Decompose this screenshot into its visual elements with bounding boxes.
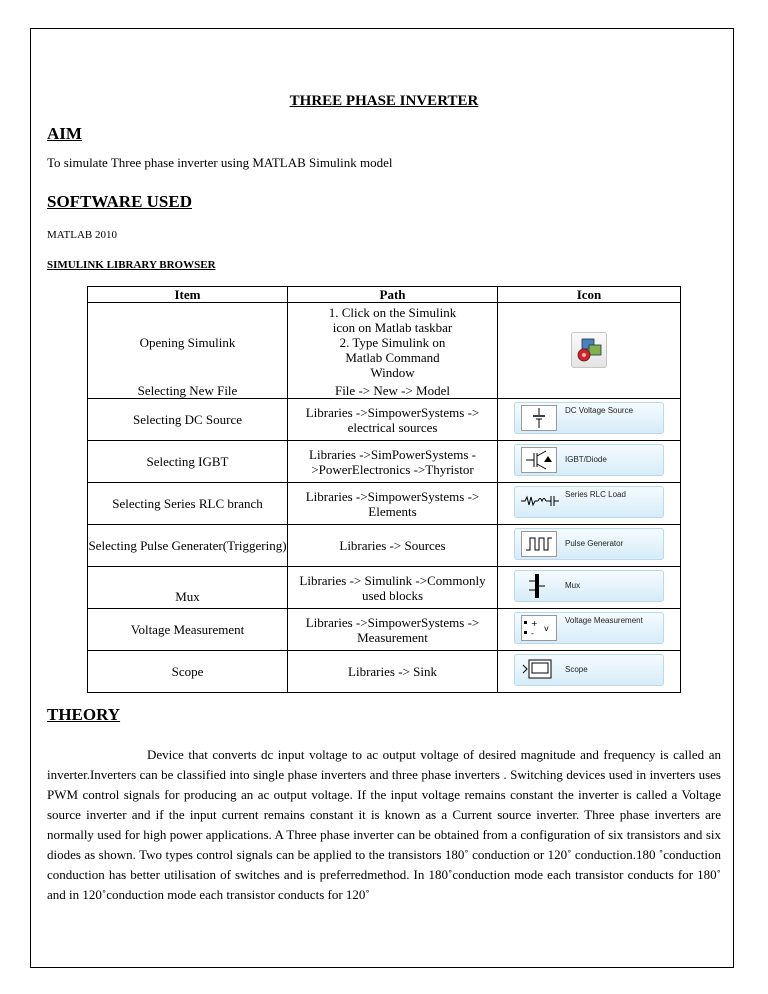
column-header-icon: Icon — [498, 287, 681, 303]
item-cell: Selecting DC Source — [88, 399, 288, 441]
svg-text:+: + — [531, 619, 538, 628]
rlc-label: Series RLC Load — [565, 490, 626, 499]
item-cell: Scope — [88, 651, 288, 693]
icon-cell — [498, 399, 681, 441]
theory-paragraph: Device that converts dc input voltage to ac output voltage of desired magnitude and frequency is called an inverter.Inverters can be classified into single phase inverters and three phase inverters . Switching devices used in inverters uses PWM control signals for producing an ac output voltage. If the input voltage remains constant the inverter is called a Voltage source inverter and if the input current remains constant it is known as a Current source inverter. Three phase inverters are normally used for high power applications. A Three phase inverter can be obtained from a configuration of six transistors and six diodes as shown. Two types control signals can be applied to the transistors 180˚ conduction or 120˚ conduction.180 ˚conduction conduction has better utilisation of switches and is preferredmethod. In 180˚conduction mode each transistor conducts for 180˚ and in 120˚conduction mode each transistor conducts for 120˚ — [47, 747, 721, 902]
table-row — [88, 651, 681, 693]
theory-text — [47, 745, 721, 905]
svg-text:v: v — [544, 624, 549, 633]
column-header-path: Path — [288, 287, 498, 303]
document-title: THREE PHASE INVERTER — [289, 93, 479, 109]
icon-cell — [498, 525, 681, 567]
svg-text:-: - — [531, 629, 534, 638]
path-step: Matlab Command — [345, 350, 440, 366]
path-step: 2. Type Simulink on — [339, 335, 446, 351]
series-rlc-block — [514, 486, 664, 518]
table-row — [88, 441, 681, 483]
mux-block — [514, 570, 664, 602]
scope-label: Scope — [565, 665, 588, 674]
table-row — [88, 483, 681, 525]
aim-text: To simulate Three phase inverter using MATLAB Simulink model — [47, 155, 393, 170]
scope-block — [514, 654, 664, 686]
table-row — [88, 567, 681, 609]
icon-cell — [498, 567, 681, 609]
dc-source-icon — [521, 405, 557, 431]
table-row — [88, 399, 681, 441]
path-cell: Libraries -> Sink — [288, 651, 498, 693]
column-header-item: Item — [88, 287, 288, 303]
icon-cell — [498, 483, 681, 525]
dc-source-label: DC Voltage Source — [565, 406, 634, 415]
path-cell: Libraries -> Simulink ->Commonly used blocks — [288, 567, 498, 609]
aim-heading: AIM — [47, 124, 82, 143]
icon-cell — [498, 303, 681, 399]
item-cell: Mux — [88, 567, 288, 609]
pulse-label: Pulse Generator — [565, 539, 624, 548]
item-cell: Voltage Measurement — [88, 609, 288, 651]
rlc-icon — [521, 489, 557, 515]
item-cell: Selecting Series RLC branch — [88, 483, 288, 525]
mux-icon — [521, 573, 557, 599]
software-text: MATLAB 2010 — [47, 229, 117, 241]
path-cell: File -> New -> Model — [288, 383, 498, 399]
path-step: Window — [370, 365, 415, 381]
igbt-icon — [521, 447, 557, 473]
path-cell: Libraries ->SimPowerSystems - >PowerElectronics ->Thyristor — [288, 441, 498, 483]
dc-voltage-source-block — [514, 402, 664, 434]
path-cell — [288, 303, 498, 383]
table-row — [88, 525, 681, 567]
voltmeter-icon — [521, 615, 557, 641]
library-browser-heading: SIMULINK LIBRARY BROWSER — [47, 259, 216, 271]
path-cell: Libraries ->SimpowerSystems -> electrical sources — [288, 399, 498, 441]
icon-cell — [498, 609, 681, 651]
library-table — [87, 286, 681, 693]
theory-heading: THEORY — [47, 705, 121, 724]
path-cell: Libraries -> Sources — [288, 525, 498, 567]
item-cell: Selecting IGBT — [88, 441, 288, 483]
path-step: icon on Matlab taskbar — [332, 320, 453, 336]
voltage-measurement-block — [514, 612, 664, 644]
table-row — [88, 609, 681, 651]
item-cell: Opening Simulink — [88, 303, 288, 383]
icon-cell — [498, 651, 681, 693]
table-row — [88, 303, 681, 383]
icon-cell — [498, 441, 681, 483]
pulse-generator-block — [514, 528, 664, 560]
path-cell: Libraries ->SimpowerSystems -> Measurement — [288, 609, 498, 651]
item-cell: Selecting Pulse Generater(Triggering) — [88, 525, 288, 567]
path-step: 1. Click on the Simulink — [328, 305, 457, 321]
scope-icon — [521, 657, 557, 683]
mux-label: Mux — [565, 581, 581, 590]
igbt-label: IGBT/Diode — [565, 455, 607, 464]
pulse-icon — [521, 531, 557, 557]
voltage-measurement-label: Voltage Measurement — [565, 616, 643, 625]
item-cell: Selecting New File — [88, 383, 288, 399]
igbt-diode-block — [514, 444, 664, 476]
path-cell: Libraries ->SimpowerSystems -> Elements — [288, 483, 498, 525]
simulink-icon — [571, 332, 607, 368]
software-heading: SOFTWARE USED — [47, 192, 193, 211]
